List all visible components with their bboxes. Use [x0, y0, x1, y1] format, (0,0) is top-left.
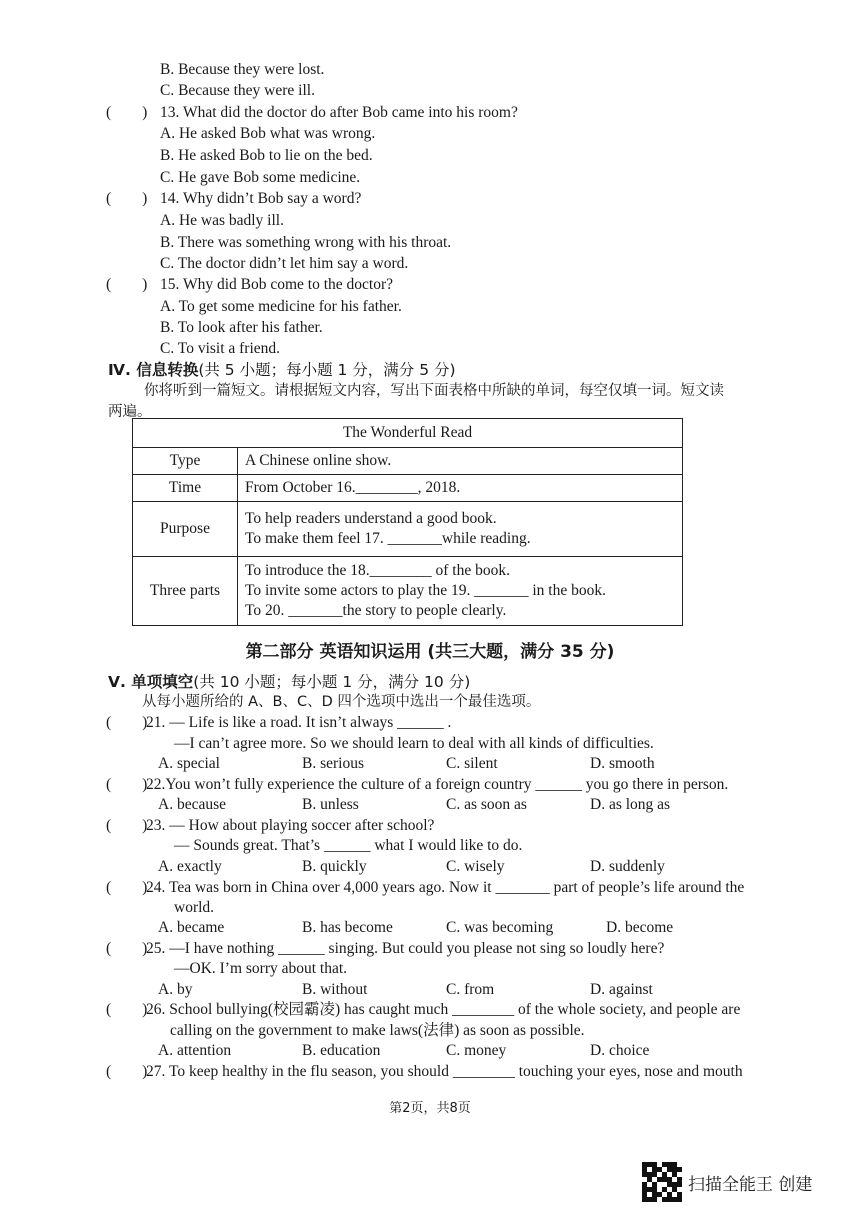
- info-table-row-type: [133, 448, 683, 475]
- q15-option-b: B. To look after his father.: [160, 319, 323, 336]
- q26-answer-bracket[interactable]: ( ): [106, 1001, 148, 1018]
- q23-stem-2: — Sounds great. That’s ______ what I would like to do.: [174, 837, 523, 854]
- row-value: A Chinese online show.: [238, 448, 683, 475]
- scanner-watermark: [642, 1162, 812, 1202]
- q21-option-c: C. silent: [446, 755, 498, 772]
- row-value-line[interactable]: To make them feel 17. _______while reading.: [245, 530, 531, 547]
- q26-option-d: D. choice: [590, 1042, 650, 1059]
- row-label: Type: [133, 448, 238, 475]
- q13-answer-bracket[interactable]: ( ): [106, 104, 148, 121]
- q12-option-b: B. Because they were lost.: [160, 61, 325, 78]
- row-value-line: To help readers understand a good book.: [245, 510, 497, 527]
- q23-option-d: D. suddenly: [590, 858, 665, 875]
- section-4-title: Ⅳ. 信息转换: [108, 361, 199, 379]
- q24-stem-2: world.: [174, 899, 215, 916]
- row-value: [238, 502, 683, 557]
- q21-stem: 21. — Life is like a road. It isn’t always ______ .: [146, 714, 452, 731]
- q22-answer-bracket[interactable]: ( ): [106, 776, 148, 793]
- q25-option-a: A. by: [158, 981, 193, 998]
- info-table-row-purpose: [133, 502, 683, 557]
- q23-stem: 23. — How about playing soccer after school?: [146, 817, 435, 834]
- q21-stem-2: —I can’t agree more. So we should learn to deal with all kinds of difficulties.: [174, 735, 654, 752]
- row-value-line[interactable]: To invite some actors to play the 19. _______ in the book.: [245, 582, 606, 599]
- q21-answer-bracket[interactable]: ( ): [106, 714, 148, 731]
- q25-stem-2: —OK. I’m sorry about that.: [174, 960, 348, 977]
- q26-stem: 26. School bullying(校园霸凌) has caught much ________ of the whole society, and people are: [146, 1001, 741, 1018]
- info-table: [132, 418, 683, 626]
- section-4-instruction: 你将听到一篇短文。请根据短文内容，写出下面表格中所缺的单词，每空仅填一词。短文读: [144, 383, 724, 399]
- section-4-heading: [108, 360, 456, 380]
- q13-option-a: A. He asked Bob what was wrong.: [160, 125, 376, 142]
- q24-stem: 24. Tea was born in China over 4,000 years ago. Now it _______ part of people’s life around the: [146, 879, 745, 896]
- q26-option-a: A. attention: [158, 1042, 232, 1059]
- q23-option-a: A. exactly: [158, 858, 222, 875]
- section-5-heading: [108, 672, 470, 692]
- row-label: Time: [133, 475, 238, 502]
- q25-option-c: C. from: [446, 981, 495, 998]
- row-value-line[interactable]: To introduce the 18.________ of the book.: [245, 562, 510, 579]
- q23-answer-bracket[interactable]: ( ): [106, 817, 148, 834]
- q13-stem: 13. What did the doctor do after Bob came into his room?: [160, 104, 518, 121]
- q15-option-c: C. To visit a friend.: [160, 340, 281, 357]
- q26-option-c: C. money: [446, 1042, 507, 1059]
- q14-option-b: B. There was something wrong with his throat.: [160, 234, 452, 251]
- q22-option-b: B. unless: [302, 796, 359, 813]
- q21-option-d: D. smooth: [590, 755, 655, 772]
- row-label: Purpose: [133, 502, 238, 557]
- q13-option-c: C. He gave Bob some medicine.: [160, 169, 361, 186]
- q22-option-d: D. as long as: [590, 796, 671, 813]
- q12-option-c: C. Because they were ill.: [160, 82, 315, 99]
- q15-answer-bracket[interactable]: ( ): [106, 276, 148, 293]
- q13-option-b: B. He asked Bob to lie on the bed.: [160, 147, 373, 164]
- section-4-detail: (共 5 小题；每小题 1 分，满分 5 分): [198, 361, 456, 379]
- q23-option-c: C. wisely: [446, 858, 505, 875]
- q14-option-a: A. He was badly ill.: [160, 212, 284, 229]
- part-2-heading: 第二部分 英语知识运用 (共三大题，满分 35 分): [245, 642, 615, 662]
- q26-option-b: B. education: [302, 1042, 381, 1059]
- row-value-line[interactable]: To 20. _______the story to people clearly.: [245, 602, 507, 619]
- q24-answer-bracket[interactable]: ( ): [106, 879, 148, 896]
- q22-option-c: C. as soon as: [446, 796, 527, 813]
- section-5-detail: (共 10 小题；每小题 1 分，满分 10 分): [193, 673, 471, 691]
- qr-code-icon: [642, 1162, 682, 1202]
- q22-option-a: A. because: [158, 796, 226, 813]
- q14-stem: 14. Why didn’t Bob say a word?: [160, 190, 362, 207]
- q21-option-a: A. special: [158, 755, 220, 772]
- q25-option-b: B. without: [302, 981, 368, 998]
- q27-answer-bracket[interactable]: ( ): [106, 1063, 148, 1080]
- info-table-row-time: [133, 475, 683, 502]
- row-label: Three parts: [133, 557, 238, 626]
- q24-option-c: C. was becoming: [446, 919, 554, 936]
- q25-answer-bracket[interactable]: ( ): [106, 940, 148, 957]
- info-table-row-three-parts: [133, 557, 683, 626]
- row-value[interactable]: From October 16.________, 2018.: [238, 475, 683, 502]
- q15-option-a: A. To get some medicine for his father.: [160, 298, 402, 315]
- q24-option-b: B. has become: [302, 919, 393, 936]
- q25-option-d: D. against: [590, 981, 653, 998]
- q24-option-a: A. became: [158, 919, 225, 936]
- q27-stem: 27. To keep healthy in the flu season, you should ________ touching your eyes, nose and mouth: [146, 1063, 743, 1080]
- row-value: [238, 557, 683, 626]
- scanner-watermark-text: 扫描全能王 创建: [688, 1174, 813, 1195]
- q14-option-c: C. The doctor didn’t let him say a word.: [160, 255, 409, 272]
- section-5-title: Ⅴ. 单项填空: [108, 673, 194, 691]
- q25-stem: 25. —I have nothing ______ singing. But could you please not sing so loudly here?: [146, 940, 665, 957]
- q21-option-b: B. serious: [302, 755, 364, 772]
- section-4-instruction-cont: 两遍。: [108, 404, 152, 420]
- info-table-title: The Wonderful Read: [133, 419, 683, 448]
- q14-answer-bracket[interactable]: ( ): [106, 190, 148, 207]
- q15-stem: 15. Why did Bob come to the doctor?: [160, 276, 394, 293]
- q23-option-b: B. quickly: [302, 858, 367, 875]
- page-number: 第2页，共8页: [389, 1101, 471, 1116]
- q24-option-d: D. become: [606, 919, 674, 936]
- section-5-instruction: 从每小题所给的 A、B、C、D 四个选项中选出一个最佳选项。: [142, 694, 541, 710]
- q26-stem-2: calling on the government to make laws(法律) as soon as possible.: [170, 1022, 585, 1039]
- q22-stem: 22.You won’t fully experience the culture of a foreign country ______ you go there in person.: [146, 776, 729, 793]
